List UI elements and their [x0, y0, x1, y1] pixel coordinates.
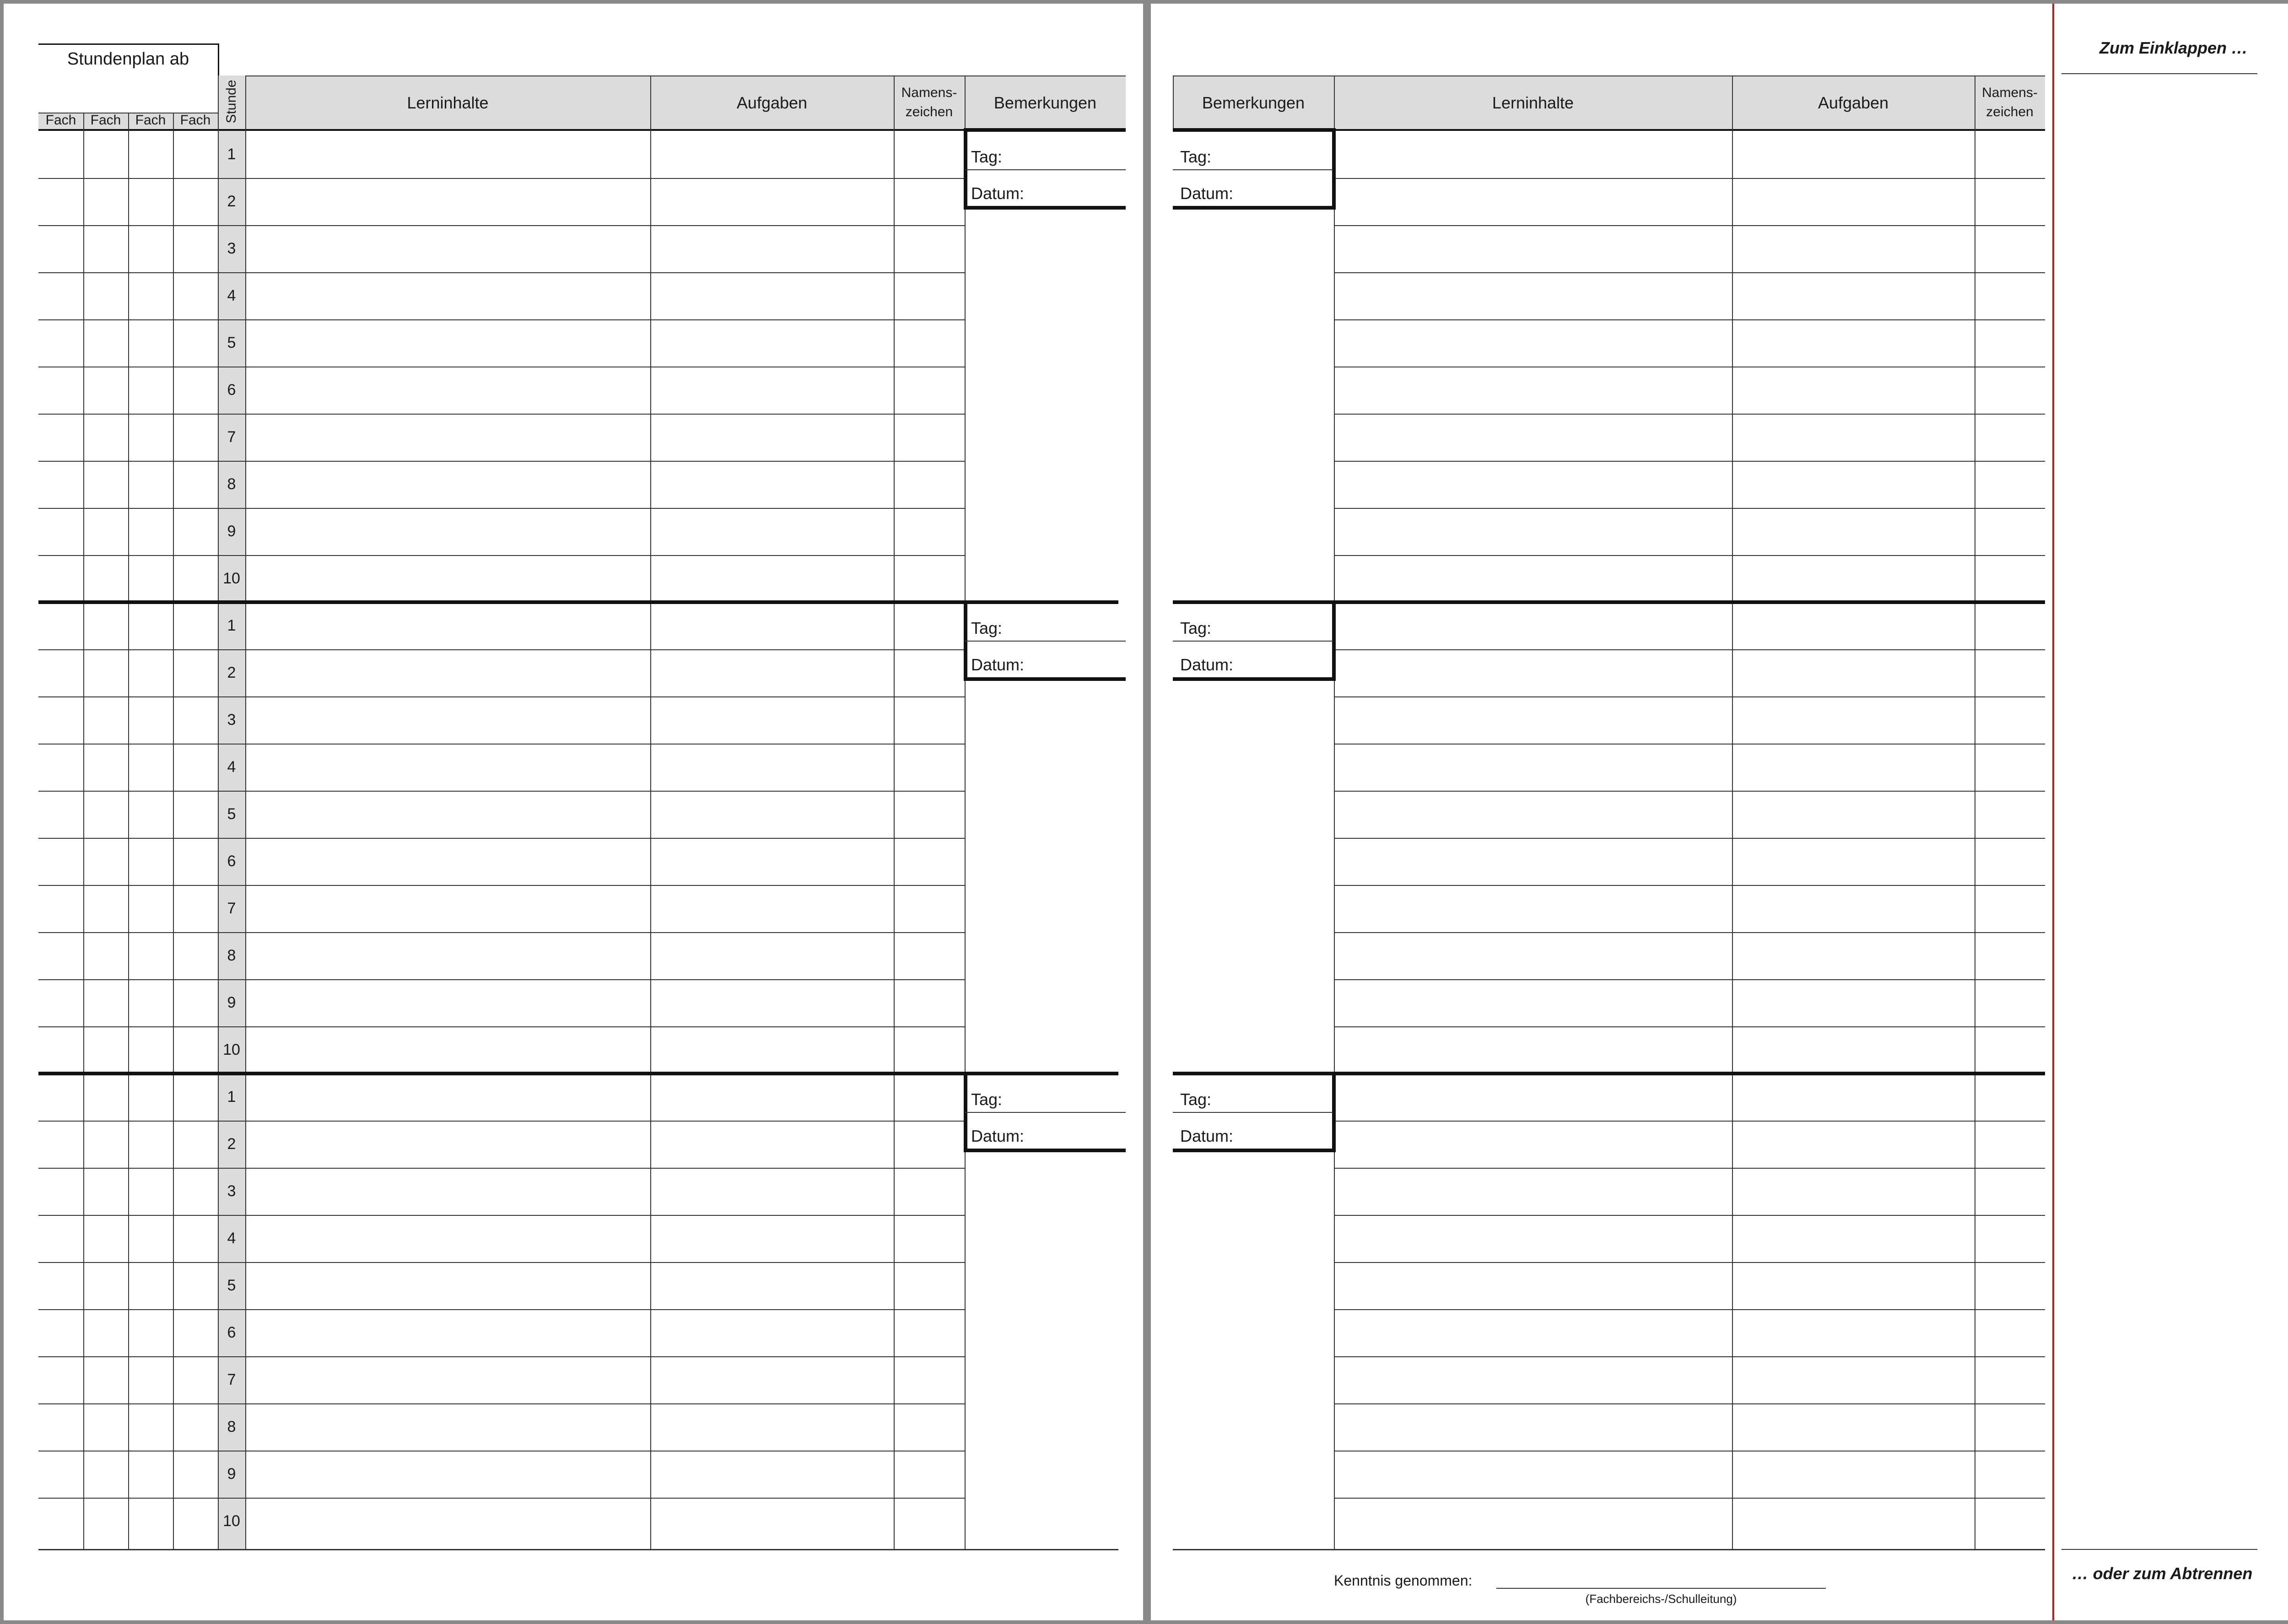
namenszeichen-cell[interactable] — [894, 1121, 965, 1168]
lerninhalte-cell[interactable] — [245, 1262, 650, 1309]
namenszeichen-cell[interactable] — [1975, 1168, 2045, 1215]
right-header-namenszeichen-1: Namens- — [1982, 85, 2038, 100]
tag-label: Tag: — [1180, 147, 1212, 166]
lerninhalte-cell[interactable] — [1334, 131, 1732, 178]
tag-label: Tag: — [971, 1090, 1003, 1109]
lerninhalte-cell[interactable] — [1334, 885, 1732, 932]
signature-caption: (Fachbereichs-/Schulleitung) — [1585, 1592, 1737, 1606]
aufgaben-cell[interactable] — [1732, 414, 1975, 461]
namenszeichen-cell[interactable] — [1975, 1026, 2045, 1074]
lerninhalte-cell[interactable] — [1334, 1403, 1732, 1451]
aufgaben-cell[interactable] — [650, 1403, 894, 1451]
lerninhalte-cell[interactable] — [1334, 1309, 1732, 1356]
day-box-bottom — [1173, 677, 1336, 681]
namenszeichen-cell[interactable] — [894, 1262, 965, 1309]
signature-line[interactable] — [1496, 1588, 1826, 1589]
right-table-bottom-line — [1173, 1549, 2045, 1550]
namenszeichen-cell[interactable] — [894, 838, 965, 885]
namenszeichen-cell[interactable] — [894, 1215, 965, 1262]
hour-number: 2 — [227, 1135, 236, 1153]
lerninhalte-cell[interactable] — [1334, 414, 1732, 461]
datum-label: Datum: — [971, 655, 1025, 674]
namenszeichen-cell[interactable] — [894, 932, 965, 979]
namenszeichen-cell[interactable] — [1975, 1309, 2045, 1356]
namenszeichen-cell[interactable] — [894, 508, 965, 555]
hour-number: 9 — [227, 994, 236, 1011]
namenszeichen-cell[interactable] — [1975, 225, 2045, 272]
namenszeichen-cell[interactable] — [894, 649, 965, 696]
lerninhalte-cell[interactable] — [1334, 1356, 1732, 1403]
datum-label: Datum: — [1180, 1127, 1234, 1145]
aufgaben-cell[interactable] — [1732, 885, 1975, 932]
aufgaben-cell[interactable] — [650, 1168, 894, 1215]
aufgaben-cell[interactable] — [650, 555, 894, 602]
fach-label-3: Fach — [135, 113, 166, 128]
col-line — [173, 113, 174, 1549]
tag-input[interactable] — [1233, 602, 1332, 641]
hour-number: 3 — [227, 711, 236, 728]
lerninhalte-cell[interactable] — [1334, 225, 1732, 272]
hour-number: 5 — [227, 1277, 236, 1294]
hour-number: 1 — [227, 617, 236, 634]
stunde-label: Stunde — [224, 80, 239, 124]
namenszeichen-cell[interactable] — [894, 1451, 965, 1498]
aufgaben-cell[interactable] — [1732, 1356, 1975, 1403]
namenszeichen-cell[interactable] — [894, 696, 965, 744]
hour-number: 7 — [227, 1371, 236, 1388]
lerninhalte-cell[interactable] — [1334, 272, 1732, 319]
namenszeichen-cell[interactable] — [894, 1498, 965, 1545]
lerninhalte-cell[interactable] — [245, 131, 650, 178]
namenszeichen-cell[interactable] — [894, 1309, 965, 1356]
lerninhalte-cell[interactable] — [245, 461, 650, 508]
aufgaben-cell[interactable] — [650, 1215, 894, 1262]
lerninhalte-cell[interactable] — [245, 1451, 650, 1498]
namenszeichen-cell[interactable] — [1975, 1074, 2045, 1121]
day-box-bottom — [964, 206, 1126, 210]
aufgaben-cell[interactable] — [650, 272, 894, 319]
namenszeichen-cell[interactable] — [1975, 1356, 2045, 1403]
namenszeichen-cell[interactable] — [894, 885, 965, 932]
aufgaben-cell[interactable] — [650, 649, 894, 696]
hour-number: 8 — [227, 475, 236, 493]
aufgaben-cell[interactable] — [1732, 367, 1975, 414]
aufgaben-cell[interactable] — [650, 461, 894, 508]
fach-label-2: Fach — [90, 113, 121, 128]
lerninhalte-cell[interactable] — [245, 414, 650, 461]
namenszeichen-cell[interactable] — [1975, 1451, 2045, 1498]
namenszeichen-cell[interactable] — [1975, 508, 2045, 555]
schedule-title: Stundenplan ab — [67, 49, 189, 69]
datum-label: Datum: — [1180, 655, 1234, 674]
right-col-line — [1173, 76, 1174, 129]
lerninhalte-cell[interactable] — [245, 319, 650, 367]
aufgaben-cell[interactable] — [650, 1309, 894, 1356]
tag-input[interactable] — [1024, 1074, 1126, 1112]
fold-line — [2052, 4, 2054, 1620]
lerninhalte-cell[interactable] — [1334, 555, 1732, 602]
namenszeichen-cell[interactable] — [1975, 1262, 2045, 1309]
header-namenszeichen-2: zeichen — [905, 104, 953, 119]
tag-input[interactable] — [1024, 602, 1126, 641]
hour-number: 4 — [227, 758, 236, 776]
aufgaben-cell[interactable] — [650, 178, 894, 225]
lerninhalte-cell[interactable] — [1334, 1451, 1732, 1498]
lerninhalte-cell[interactable] — [245, 1026, 650, 1074]
col-line — [128, 113, 129, 1549]
header-aufgaben: Aufgaben — [736, 93, 808, 112]
lerninhalte-cell[interactable] — [1334, 1168, 1732, 1215]
namenszeichen-cell[interactable] — [894, 744, 965, 791]
lerninhalte-cell[interactable] — [245, 367, 650, 414]
namenszeichen-cell[interactable] — [1975, 414, 2045, 461]
aufgaben-cell[interactable] — [1732, 225, 1975, 272]
right-header-bemerkungen: Bemerkungen — [1202, 93, 1305, 112]
lerninhalte-cell[interactable] — [245, 602, 650, 649]
aufgaben-cell[interactable] — [650, 319, 894, 367]
namenszeichen-cell[interactable] — [1975, 1121, 2045, 1168]
day-box-bottom — [1173, 1149, 1336, 1152]
aufgaben-cell[interactable] — [1732, 131, 1975, 178]
header-lerninhalte: Lerninhalte — [407, 93, 489, 112]
namenszeichen-cell[interactable] — [894, 1356, 965, 1403]
hour-number: 6 — [227, 381, 236, 399]
aufgaben-cell[interactable] — [1732, 649, 1975, 696]
lerninhalte-cell[interactable] — [245, 979, 650, 1026]
namenszeichen-cell[interactable] — [894, 1074, 965, 1121]
namenszeichen-cell[interactable] — [1975, 1403, 2045, 1451]
namenszeichen-cell[interactable] — [1975, 838, 2045, 885]
lerninhalte-cell[interactable] — [245, 508, 650, 555]
hour-number: 9 — [227, 523, 236, 540]
aufgaben-cell[interactable] — [1732, 791, 1975, 838]
namenszeichen-cell[interactable] — [1975, 131, 2045, 178]
hour-number: 5 — [227, 334, 236, 351]
aufgaben-cell[interactable] — [1732, 508, 1975, 555]
aufgaben-cell[interactable] — [650, 744, 894, 791]
lerninhalte-cell[interactable] — [245, 555, 650, 602]
right-page — [1151, 4, 2288, 1620]
lerninhalte-cell[interactable] — [1334, 838, 1732, 885]
aufgaben-cell[interactable] — [1732, 461, 1975, 508]
detach-note: … oder zum Abtrennen — [2072, 1564, 2253, 1583]
namenszeichen-cell[interactable] — [1975, 1215, 2045, 1262]
aufgaben-cell[interactable] — [650, 1074, 894, 1121]
aufgaben-cell[interactable] — [650, 602, 894, 649]
lerninhalte-cell[interactable] — [245, 272, 650, 319]
tag-label: Tag: — [1180, 619, 1212, 637]
lerninhalte-cell[interactable] — [245, 791, 650, 838]
lerninhalte-cell[interactable] — [245, 696, 650, 744]
lerninhalte-cell[interactable] — [245, 1498, 650, 1545]
col-line — [83, 113, 84, 1549]
hour-number: 4 — [227, 287, 236, 304]
aufgaben-cell[interactable] — [1732, 979, 1975, 1026]
namenszeichen-cell[interactable] — [894, 1168, 965, 1215]
namenszeichen-cell[interactable] — [894, 272, 965, 319]
hour-number: 2 — [227, 664, 236, 681]
aufgaben-cell[interactable] — [650, 1262, 894, 1309]
lerninhalte-cell[interactable] — [1334, 178, 1732, 225]
aufgaben-cell[interactable] — [1732, 1309, 1975, 1356]
namenszeichen-cell[interactable] — [1975, 649, 2045, 696]
namenszeichen-cell[interactable] — [894, 461, 965, 508]
right-header-lerninhalte: Lerninhalte — [1492, 93, 1574, 112]
lerninhalte-cell[interactable] — [1334, 1074, 1732, 1121]
lerninhalte-cell[interactable] — [1334, 744, 1732, 791]
lerninhalte-cell[interactable] — [245, 744, 650, 791]
aufgaben-cell[interactable] — [1732, 1074, 1975, 1121]
namenszeichen-cell[interactable] — [894, 225, 965, 272]
hour-number: 2 — [227, 193, 236, 210]
lerninhalte-cell[interactable] — [1334, 979, 1732, 1026]
col-line — [965, 76, 966, 1549]
namenszeichen-cell[interactable] — [894, 1026, 965, 1074]
hour-number: 7 — [227, 900, 236, 917]
namenszeichen-cell[interactable] — [1975, 744, 2045, 791]
datum-label: Datum: — [971, 184, 1025, 203]
datum-input[interactable] — [1038, 641, 1126, 677]
right-header-aufgaben: Aufgaben — [1818, 93, 1889, 112]
aufgaben-cell[interactable] — [650, 414, 894, 461]
datum-input[interactable] — [1247, 1112, 1332, 1149]
lerninhalte-cell[interactable] — [245, 1121, 650, 1168]
datum-input[interactable] — [1247, 169, 1332, 206]
hour-number: 8 — [227, 1418, 236, 1435]
aufgaben-cell[interactable] — [1732, 1121, 1975, 1168]
lerninhalte-cell[interactable] — [245, 838, 650, 885]
hour-number: 5 — [227, 805, 236, 823]
lerninhalte-cell[interactable] — [245, 178, 650, 225]
hour-number: 1 — [227, 146, 236, 163]
lerninhalte-cell[interactable] — [245, 1074, 650, 1121]
header-namenszeichen-1: Namens- — [901, 85, 957, 100]
namenszeichen-cell[interactable] — [1975, 367, 2045, 414]
lerninhalte-cell[interactable] — [1334, 932, 1732, 979]
hour-number: 6 — [227, 1324, 236, 1341]
lerninhalte-cell[interactable] — [1334, 649, 1732, 696]
tag-label: Tag: — [971, 147, 1003, 166]
lerninhalte-cell[interactable] — [245, 885, 650, 932]
namenszeichen-cell[interactable] — [894, 131, 965, 178]
namenszeichen-cell[interactable] — [894, 791, 965, 838]
aufgaben-cell[interactable] — [1732, 838, 1975, 885]
aufgaben-cell[interactable] — [1732, 1026, 1975, 1074]
header-bemerkungen: Bemerkungen — [993, 93, 1097, 112]
namenszeichen-cell[interactable] — [1975, 602, 2045, 649]
day-separator-line — [38, 600, 1118, 604]
aufgaben-cell[interactable] — [1732, 744, 1975, 791]
namenszeichen-cell[interactable] — [894, 555, 965, 602]
namenszeichen-cell[interactable] — [1975, 461, 2045, 508]
tag-input[interactable] — [1233, 1074, 1332, 1112]
namenszeichen-cell[interactable] — [1975, 979, 2045, 1026]
aufgaben-cell[interactable] — [650, 367, 894, 414]
lerninhalte-cell[interactable] — [1334, 1121, 1732, 1168]
aufgaben-cell[interactable] — [650, 791, 894, 838]
namenszeichen-cell[interactable] — [894, 979, 965, 1026]
hour-number: 10 — [223, 1041, 240, 1058]
day-box-bottom — [964, 1149, 1126, 1152]
datum-input[interactable] — [1038, 169, 1126, 206]
lerninhalte-cell[interactable] — [1334, 1026, 1732, 1074]
lerninhalte-cell[interactable] — [245, 1215, 650, 1262]
datum-input[interactable] — [1247, 641, 1332, 677]
detach-note-topline — [2061, 1549, 2257, 1550]
namenszeichen-cell[interactable] — [1975, 696, 2045, 744]
hour-number: 9 — [227, 1465, 236, 1483]
aufgaben-cell[interactable] — [650, 1498, 894, 1545]
aufgaben-cell[interactable] — [1732, 1168, 1975, 1215]
aufgaben-cell[interactable] — [1732, 1451, 1975, 1498]
lerninhalte-cell[interactable] — [245, 1168, 650, 1215]
datum-input[interactable] — [1038, 1112, 1126, 1149]
aufgaben-cell[interactable] — [650, 1451, 894, 1498]
fold-note-underline — [2061, 73, 2257, 74]
lerninhalte-cell[interactable] — [1334, 367, 1732, 414]
lerninhalte-cell[interactable] — [245, 649, 650, 696]
tag-input[interactable] — [1233, 131, 1332, 169]
aufgaben-cell[interactable] — [650, 508, 894, 555]
lerninhalte-cell[interactable] — [1334, 461, 1732, 508]
hour-number: 1 — [227, 1088, 236, 1106]
aufgaben-cell[interactable] — [650, 885, 894, 932]
aufgaben-cell[interactable] — [650, 225, 894, 272]
aufgaben-cell[interactable] — [1732, 319, 1975, 367]
aufgaben-cell[interactable] — [1732, 932, 1975, 979]
day-box-bottom — [1173, 206, 1336, 210]
namenszeichen-cell[interactable] — [894, 178, 965, 225]
aufgaben-cell[interactable] — [650, 1356, 894, 1403]
namenszeichen-cell[interactable] — [1975, 272, 2045, 319]
right-header-namenszeichen-2: zeichen — [1986, 104, 2034, 119]
left-page — [4, 4, 1143, 1620]
namenszeichen-cell[interactable] — [1975, 555, 2045, 602]
fold-note: Zum Einklappen … — [2099, 38, 2248, 57]
hour-number: 3 — [227, 240, 236, 257]
lerninhalte-cell[interactable] — [245, 1356, 650, 1403]
hour-number: 4 — [227, 1230, 236, 1247]
namenszeichen-cell[interactable] — [1975, 885, 2045, 932]
hour-number: 8 — [227, 947, 236, 964]
aufgaben-cell[interactable] — [1732, 1403, 1975, 1451]
namenszeichen-cell[interactable] — [1975, 319, 2045, 367]
namenszeichen-cell[interactable] — [894, 602, 965, 649]
namenszeichen-cell[interactable] — [894, 367, 965, 414]
lerninhalte-cell[interactable] — [1334, 696, 1732, 744]
tag-label: Tag: — [1180, 1090, 1212, 1109]
tag-input[interactable] — [1024, 131, 1126, 169]
namenszeichen-cell[interactable] — [1975, 178, 2045, 225]
hour-number: 10 — [223, 1512, 240, 1530]
namenszeichen-cell[interactable] — [1975, 1498, 2045, 1545]
aufgaben-cell[interactable] — [650, 696, 894, 744]
acknowledged-label: Kenntnis genommen: — [1334, 1572, 1473, 1589]
aufgaben-cell[interactable] — [650, 1026, 894, 1074]
lerninhalte-cell[interactable] — [1334, 508, 1732, 555]
fach-label-4: Fach — [180, 113, 211, 128]
aufgaben-cell[interactable] — [1732, 1498, 1975, 1545]
aufgaben-cell[interactable] — [650, 131, 894, 178]
fach-label-1: Fach — [45, 113, 76, 128]
aufgaben-cell[interactable] — [1732, 1215, 1975, 1262]
lerninhalte-cell[interactable] — [245, 1309, 650, 1356]
aufgaben-cell[interactable] — [650, 979, 894, 1026]
datum-label: Datum: — [1180, 184, 1234, 203]
lerninhalte-cell[interactable] — [245, 1403, 650, 1451]
lerninhalte-cell[interactable] — [1334, 1262, 1732, 1309]
namenszeichen-cell[interactable] — [1975, 932, 2045, 979]
lerninhalte-cell[interactable] — [1334, 602, 1732, 649]
hour-number: 3 — [227, 1182, 236, 1200]
day-box-bottom — [964, 677, 1126, 681]
namenszeichen-cell[interactable] — [894, 414, 965, 461]
namenszeichen-cell[interactable] — [894, 319, 965, 367]
aufgaben-cell[interactable] — [1732, 272, 1975, 319]
aufgaben-cell[interactable] — [650, 1121, 894, 1168]
lerninhalte-cell[interactable] — [1334, 791, 1732, 838]
hour-number: 10 — [223, 570, 240, 587]
aufgaben-cell[interactable] — [650, 932, 894, 979]
namenszeichen-cell[interactable] — [1975, 791, 2045, 838]
day-separator-line — [38, 1072, 1118, 1075]
aufgaben-cell[interactable] — [650, 838, 894, 885]
lerninhalte-cell[interactable] — [245, 932, 650, 979]
lerninhalte-cell[interactable] — [1334, 1498, 1732, 1545]
aufgaben-cell[interactable] — [1732, 1262, 1975, 1309]
hour-number: 6 — [227, 852, 236, 870]
aufgaben-cell[interactable] — [1732, 696, 1975, 744]
namenszeichen-cell[interactable] — [894, 1403, 965, 1451]
aufgaben-cell[interactable] — [1732, 555, 1975, 602]
hour-number: 7 — [227, 428, 236, 446]
lerninhalte-cell[interactable] — [1334, 319, 1732, 367]
datum-label: Datum: — [971, 1127, 1025, 1145]
lerninhalte-cell[interactable] — [1334, 1215, 1732, 1262]
aufgaben-cell[interactable] — [1732, 602, 1975, 649]
tag-label: Tag: — [971, 619, 1003, 637]
table-bottom-line — [38, 1549, 1118, 1550]
aufgaben-cell[interactable] — [1732, 178, 1975, 225]
lerninhalte-cell[interactable] — [245, 225, 650, 272]
